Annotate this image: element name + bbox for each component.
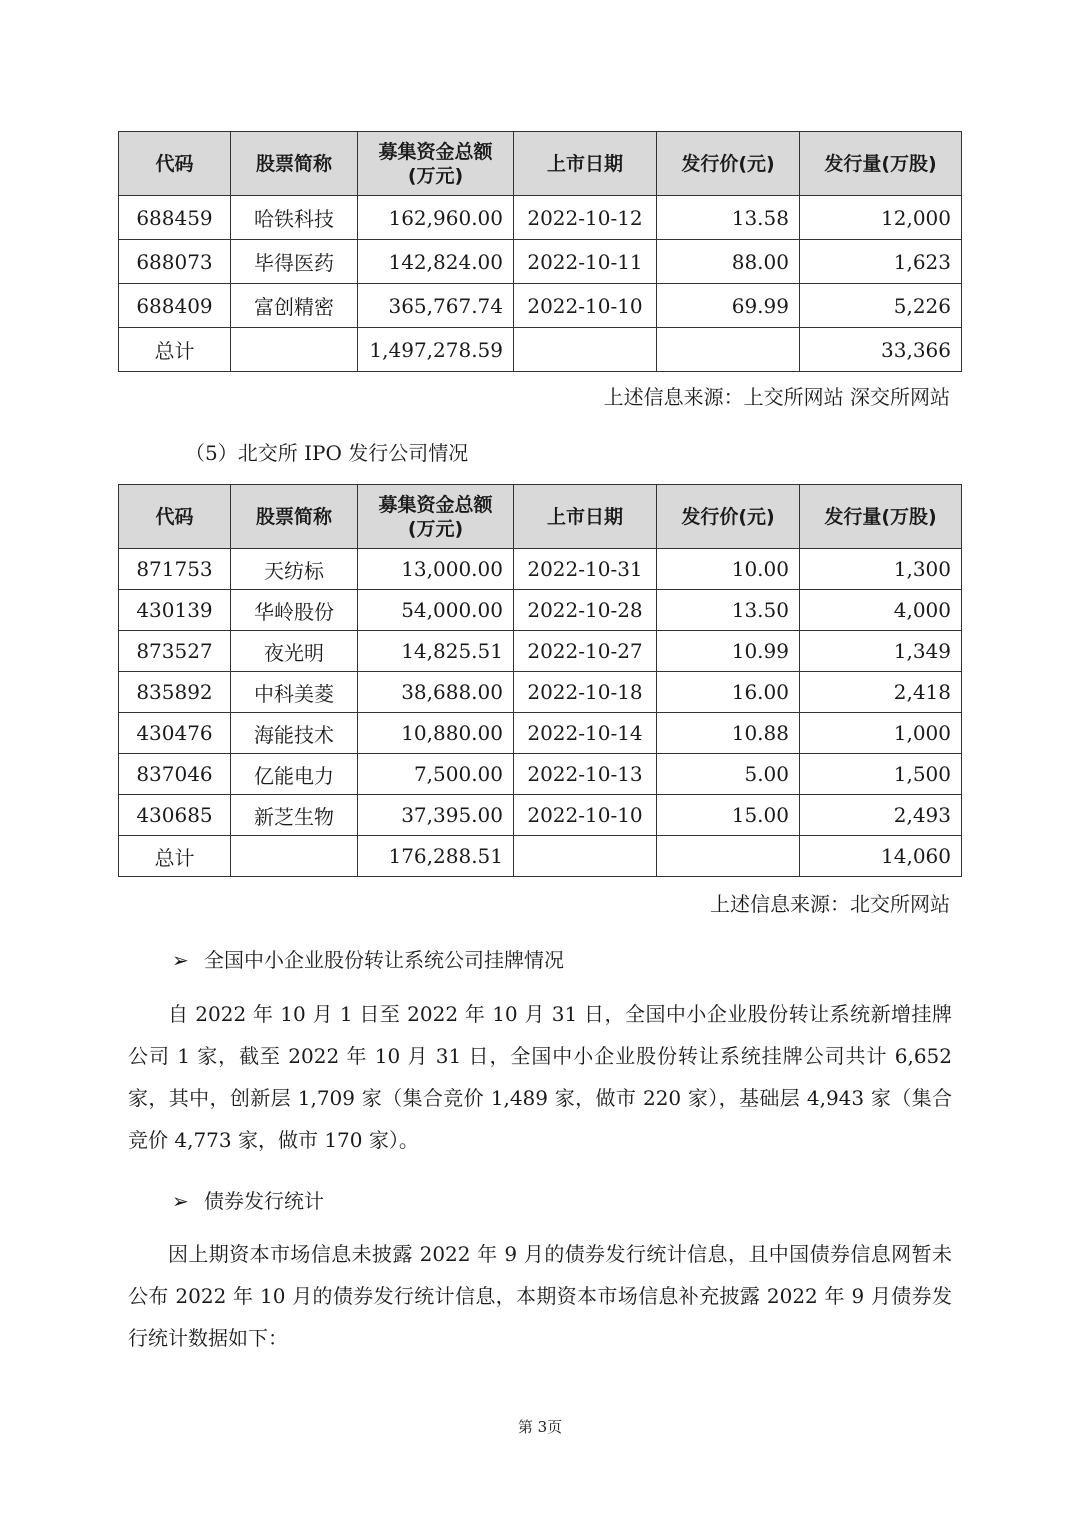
cell-name: 哈铁科技 — [231, 196, 358, 240]
cell-price: 5.00 — [657, 754, 800, 795]
cell-name: 天纺标 — [231, 549, 358, 590]
cell-code: 430476 — [119, 713, 231, 754]
cell-volume: 1,500 — [800, 754, 962, 795]
cell-code: 688459 — [119, 196, 231, 240]
cell-price: 15.00 — [657, 795, 800, 836]
ipo-table-bse — [118, 484, 962, 877]
cell-volume: 1,300 — [800, 549, 962, 590]
arrow-bullet-icon: ➢ — [172, 1189, 189, 1213]
cell-amount: 54,000.00 — [358, 590, 514, 631]
bullet-text: 债券发行统计 — [204, 1189, 324, 1213]
header-date: 上市日期 — [514, 485, 657, 549]
cell-code: 688073 — [119, 240, 231, 284]
empty-cell — [657, 328, 800, 372]
cell-amount: 14,825.51 — [358, 631, 514, 672]
table1-source-note: 上述信息来源：上交所网站 深交所网站 — [603, 385, 950, 409]
header-name: 股票简称 — [231, 485, 358, 549]
empty-cell — [657, 836, 800, 877]
total-label: 总计 — [119, 328, 231, 372]
cell-price: 88.00 — [657, 240, 800, 284]
table-row — [119, 549, 962, 590]
cell-date: 2022-10-11 — [514, 240, 657, 284]
total-amount: 1,497,278.59 — [358, 328, 514, 372]
total-volume: 14,060 — [800, 836, 962, 877]
cell-date: 2022-10-10 — [514, 284, 657, 328]
bullet-text: 全国中小企业股份转让系统公司挂牌情况 — [204, 948, 564, 972]
empty-cell — [514, 328, 657, 372]
header-amount: 募集资金总额(万元) — [358, 132, 514, 196]
empty-cell — [514, 836, 657, 877]
cell-code: 430685 — [119, 795, 231, 836]
cell-name: 新芝生物 — [231, 795, 358, 836]
table-header-row — [119, 485, 962, 549]
cell-volume: 12,000 — [800, 196, 962, 240]
cell-amount: 142,824.00 — [358, 240, 514, 284]
cell-name: 亿能电力 — [231, 754, 358, 795]
cell-price: 69.99 — [657, 284, 800, 328]
cell-name: 夜光明 — [231, 631, 358, 672]
cell-amount: 38,688.00 — [358, 672, 514, 713]
section-5-title: （5）北交所 IPO 发行公司情况 — [185, 441, 469, 465]
cell-amount: 365,767.74 — [358, 284, 514, 328]
cell-volume: 4,000 — [800, 590, 962, 631]
paragraph-neeq: 自 2022 年 10 月 1 日至 2022 年 10 月 31 日，全国中小企业股份转让系统新增挂牌公司 1 家，截至 2022 年 10 月 31 日，全国中小企业股份转让系统挂牌公司共计 6,652 家，其中，创新层 1,709 家（集合竞价 1,489 家，做市 220 家），基础层 4,943 家（集合竞价 4,773 家，做市 170 家）。 — [128, 1002, 952, 1152]
header-name: 股票简称 — [231, 132, 358, 196]
cell-amount: 7,500.00 — [358, 754, 514, 795]
cell-amount: 10,880.00 — [358, 713, 514, 754]
table-row — [119, 590, 962, 631]
cell-name: 中科美菱 — [231, 672, 358, 713]
cell-amount: 37,395.00 — [358, 795, 514, 836]
cell-price: 10.00 — [657, 549, 800, 590]
cell-volume: 2,493 — [800, 795, 962, 836]
empty-cell — [231, 836, 358, 877]
cell-code: 837046 — [119, 754, 231, 795]
header-code: 代码 — [119, 485, 231, 549]
cell-name: 华岭股份 — [231, 590, 358, 631]
total-amount: 176,288.51 — [358, 836, 514, 877]
total-row — [119, 836, 962, 877]
cell-price: 16.00 — [657, 672, 800, 713]
cell-code: 430139 — [119, 590, 231, 631]
cell-name: 海能技术 — [231, 713, 358, 754]
table-row — [119, 713, 962, 754]
total-label: 总计 — [119, 836, 231, 877]
cell-date: 2022-10-12 — [514, 196, 657, 240]
cell-date: 2022-10-14 — [514, 713, 657, 754]
cell-date: 2022-10-18 — [514, 672, 657, 713]
cell-amount: 13,000.00 — [358, 549, 514, 590]
header-amount: 募集资金总额(万元) — [358, 485, 514, 549]
arrow-bullet-icon: ➢ — [172, 948, 189, 972]
total-volume: 33,366 — [800, 328, 962, 372]
cell-price: 10.99 — [657, 631, 800, 672]
header-volume: 发行量(万股) — [800, 485, 962, 549]
cell-volume: 1,349 — [800, 631, 962, 672]
header-date: 上市日期 — [514, 132, 657, 196]
cell-date: 2022-10-31 — [514, 549, 657, 590]
cell-date: 2022-10-10 — [514, 795, 657, 836]
cell-volume: 2,418 — [800, 672, 962, 713]
cell-date: 2022-10-13 — [514, 754, 657, 795]
header-code: 代码 — [119, 132, 231, 196]
table-row — [119, 196, 962, 240]
table-row — [119, 754, 962, 795]
cell-volume: 1,623 — [800, 240, 962, 284]
cell-name: 富创精密 — [231, 284, 358, 328]
cell-date: 2022-10-27 — [514, 631, 657, 672]
table-row — [119, 631, 962, 672]
ipo-table-sse-szse — [118, 131, 962, 372]
cell-price: 13.58 — [657, 196, 800, 240]
cell-price: 10.88 — [657, 713, 800, 754]
header-volume: 发行量(万股) — [800, 132, 962, 196]
paragraph-bond: 因上期资本市场信息未披露 2022 年 9 月的债券发行统计信息，且中国债券信息网暂未公布 2022 年 10 月的债券发行统计信息，本期资本市场信息补充披露 2022 年 9 月债券发行统计数据如下： — [128, 1242, 952, 1350]
page-number: 第 3页 — [517, 1418, 563, 1436]
cell-volume: 5,226 — [800, 284, 962, 328]
total-row — [119, 328, 962, 372]
cell-code: 871753 — [119, 549, 231, 590]
cell-amount: 162,960.00 — [358, 196, 514, 240]
cell-code: 688409 — [119, 284, 231, 328]
cell-code: 835892 — [119, 672, 231, 713]
header-price: 发行价(元) — [657, 485, 800, 549]
table2-source-note: 上述信息来源：北交所网站 — [710, 892, 950, 916]
bullet-neeq-listing — [172, 944, 564, 973]
table-header-row — [119, 132, 962, 196]
cell-volume: 1,000 — [800, 713, 962, 754]
empty-cell — [231, 328, 358, 372]
bullet-bond-issuance — [172, 1185, 324, 1214]
table-row — [119, 240, 962, 284]
table-row — [119, 284, 962, 328]
table-row — [119, 795, 962, 836]
cell-price: 13.50 — [657, 590, 800, 631]
header-price: 发行价(元) — [657, 132, 800, 196]
cell-date: 2022-10-28 — [514, 590, 657, 631]
cell-code: 873527 — [119, 631, 231, 672]
cell-name: 毕得医药 — [231, 240, 358, 284]
table-row — [119, 672, 962, 713]
